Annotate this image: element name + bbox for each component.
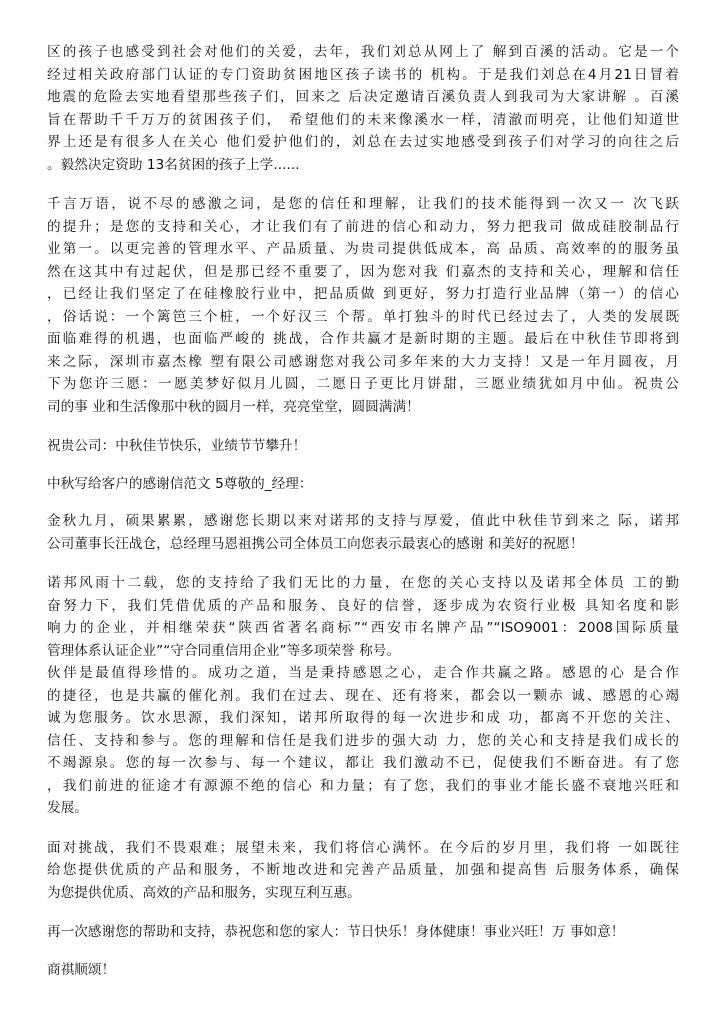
text-line: ，我们前进的征途才有源源不绝的信心 和力量；有了您，我们的事业才能长盛不衰地兴旺和 bbox=[47, 777, 679, 794]
text-line: 信任、支持和参与。您的理解和信任是我们进步的强大动 力，您的关心和支持是我们成长的 bbox=[47, 732, 679, 749]
text-line: 给您提供优质的产品和服务，不断地改进和完善产品质量，加强和提高售 后服务体系，确保 bbox=[47, 862, 679, 878]
text-line: 来之际，深圳市嘉杰橡 塑有限公司感谢您对我公司多年来的大力支持！又是一年月圆夜，月 bbox=[47, 353, 679, 370]
paragraph-nuobang-history bbox=[47, 572, 679, 662]
text-line: 奋努力下，我们凭借优质的产品和服务、良好的信誉，逐步成为农资行业极 具知名度和影 bbox=[47, 597, 679, 614]
text-line: 。毅然决定资助 13名贫困的孩子上学...... bbox=[47, 156, 300, 173]
text-line: 司的事 业和生活像那中秋的圆月一样，亮亮堂堂，圆圆满满！ bbox=[47, 398, 420, 415]
paragraph-closing-thanks bbox=[47, 921, 679, 944]
text-line: 区的孩子也感受到社会对他们的关爱，去年，我们刘总从网上了 解到百溪的活动。它是一个 bbox=[47, 44, 679, 60]
text-line: 中秋写给客户的感谢信范文 5尊敬的_经理： bbox=[47, 475, 313, 492]
text-line: 面对挑战，我们不畏艰难；展望未来，我们将信心满怀。在今后的岁月里，我们将 一如既往 bbox=[47, 839, 679, 856]
text-line: 不竭源泉。您的每一次参与、每一个建议，都让 我们激动不已，促使我们不断奋进。有了您 bbox=[47, 755, 679, 771]
letter-sign-off bbox=[47, 959, 679, 982]
text-line: 的捷径，也是共赢的催化剂。我们在过去、现在、还有将来，都会以一颗赤 诚、感恩的心竭 bbox=[47, 687, 679, 704]
paragraph-partnership bbox=[47, 662, 679, 820]
text-line: 经过相关政府部门认证的专门资助贫困地区孩子读书的 机构。于是我们刘总在4月21日冒着 bbox=[47, 66, 679, 83]
text-line: ，已经让我们坚定了在硅橡胶行业中，把品质做 到更好，努力打造行业品牌（第一）的信心 bbox=[47, 286, 679, 302]
text-line: ，俗话说：一个篱笆三个桩，一个好汉三 个帮。单打独斗的时代已经过去了，人类的发展既 bbox=[47, 308, 679, 325]
paragraph-blessing bbox=[47, 435, 679, 458]
text-line: 响力的企业，并相继荣获“陕西省著名商标”“西安市名牌产品”“ISO9001：2008国际质量 bbox=[47, 620, 679, 636]
text-line: 地震的危险去实地看望那些孩子们，回来之 后决定邀请百溪负责人到我司为大家讲解 。百溪 bbox=[47, 89, 679, 105]
text-line: 界上还是有很多人在关心 他们爱护他们的，刘总在去过实地感受到孩子们对学习的向往之后 bbox=[47, 134, 679, 150]
text-line: 祝贵公司：中秋佳节快乐，业绩节节攀升！ bbox=[47, 438, 307, 454]
text-line: 商祺顺颂！ bbox=[47, 961, 116, 978]
text-line: 然在这其中有过起伏，但是那已经不重要了，因为您对我 们嘉杰的支持和关心，理解和信任 bbox=[47, 263, 679, 280]
text-line: 金秋九月，硕果累累，感谢您长期以来对诺邦的支持与厚爱，值此中秋佳节到来之 际，诺邦 bbox=[47, 513, 679, 529]
text-line: 面临难得的机遇，也面临严峻的 挑战，合作共赢才是新时期的主题。最后在中秋佳节即将到 bbox=[47, 331, 679, 347]
text-line: 诚为您服务。饮水思源，我们深知，诺邦所取得的每一次进步和成 功，都离不开您的关注、 bbox=[47, 710, 679, 726]
text-line: 发展。 bbox=[47, 800, 88, 816]
paragraph-gratitude-jiajie bbox=[47, 193, 679, 418]
text-line: 管理体系认证企业”“守合同重信用企业”等多项荣誉 称号。 bbox=[47, 642, 401, 659]
text-line: 业第一。以更完善的管理水平、产品质量、为贵司提供低成本，高 品质、高效率的的服务虽 bbox=[47, 241, 679, 257]
text-line: 旨在帮助千千万万的贫困孩子们， 希望他们的未来像溪水一样，清澈而明亮，让他们知道世 bbox=[47, 111, 679, 128]
text-line: 伙伴是最值得珍惜的。成功之道，当是秉持感恩之心，走合作共赢之路。感恩的心 是合作 bbox=[47, 665, 679, 681]
text-line: 下为您许三愿：一愿美梦好似月儿圆，二愿日子更比月饼甜，三愿业绩犹如月中仙。祝贵公 bbox=[47, 376, 679, 392]
text-line: 的提升；是您的支持和关心，才让我们有了前进的信心和动力，努力把我司 做成硅胶制品行 bbox=[47, 218, 679, 235]
text-line: 诺邦风雨十二载，您的支持给了我们无比的力量，在您的关心支持以及诺邦全体员 工的勤 bbox=[47, 575, 679, 591]
paragraph-baixi-charity bbox=[47, 41, 679, 176]
text-line: 再一次感谢您的帮助和支持，恭祝您和您的家人：节日快乐！身体健康！事业兴旺！万 事如意！ bbox=[47, 924, 625, 940]
paragraph-opening bbox=[47, 510, 679, 555]
text-line: 公司董事长汪战仓，总经理马恩祖携公司全体员工向您表示最衷心的感谢 和美好的祝愿！ bbox=[47, 535, 584, 552]
letter-heading bbox=[47, 473, 679, 496]
text-line: 千言万语，说不尽的感激之词，是您的信任和理解，让我们的技术能得到一次又一 次飞跃 bbox=[47, 196, 679, 212]
text-line: 为您提供优质、高效的产品和服务，实现互利互惠。 bbox=[47, 884, 361, 901]
paragraph-future bbox=[47, 837, 679, 905]
document-page bbox=[47, 41, 679, 981]
